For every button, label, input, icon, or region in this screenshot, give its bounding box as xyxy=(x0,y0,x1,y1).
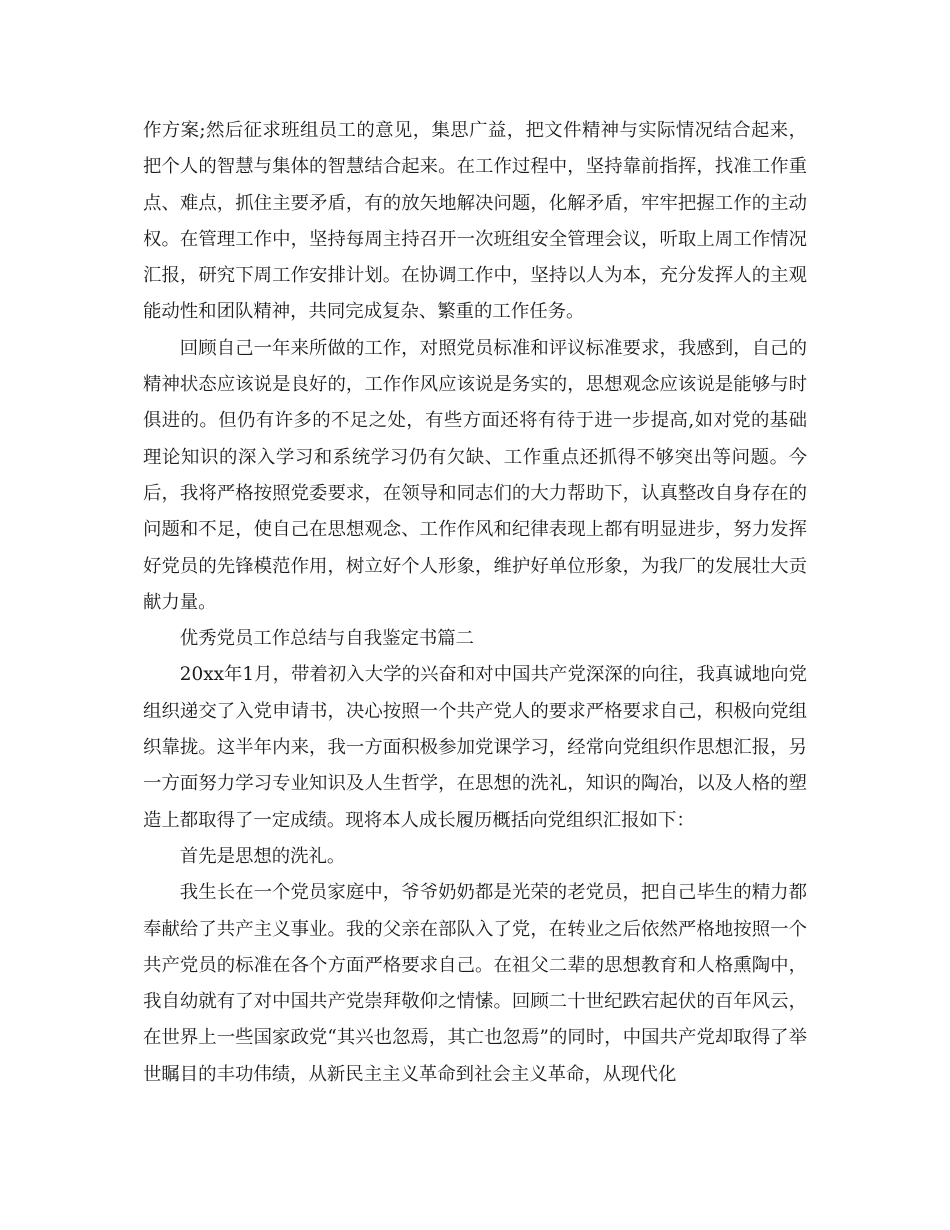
section-heading: 优秀党员工作总结与自我鉴定书篇二 xyxy=(179,628,475,650)
paragraph-continuation: 作方案;然后征求班组员工的意见，集思广益，把文件精神与实际情况结合起来，把个人的智慧与集体的智慧结合起来。在工作过程中，坚持靠前指挥，找准工作重点、难点，抓住主要矛盾，有的放矢地解决问题，化解矛盾，牢牢把握工作的主动权。在管理工作中，坚持每周主持召开一次班组安全管理会议，听取上周工作情况汇报，研究下周工作安排计划。在协调工作中，坚持以人为本，充分发挥人的主观能动性和团队精神，共同完成复杂、繁重的工作任务。 xyxy=(143,120,807,323)
paragraph-application: 20xx年1月，带着初入大学的兴奋和对中国共产党深深的向往，我真诚地向党组织递交了入党申请书，决心按照一个共产党人的要求严格要求自己，积极向党组织靠拢。这半年内来，我一方面积极参加党课学习，经常向党组织作思想汇报，另一方面努力学习专业知识及人生哲学，在思想的洗礼，知识的陶冶，以及人格的塑造上都取得了一定成绩。现将本人成长履历概括向党组织汇报如下： xyxy=(143,664,807,831)
paragraph-subheading: 首先是思想的洗礼。 xyxy=(179,845,346,867)
paragraph-review: 回顾自己一年来所做的工作，对照党员标准和评议标准要求，我感到，自己的精神状态应该说是良好的，工作作风应该说是务实的，思想观念应该说是能够与时俱进的。但仍有许多的不足之处，有些方面还将有待于进一步提高,如对党的基础理论知识的深入学习和系统学习仍有欠缺、工作重点还抓得不够突出等问题。今后，我将严格按照党委要求，在领导和同志们的大力帮助下，认真整改自身存在的问题和不足，使自己在思想观念、工作作风和纪律表现上都有明显进步，努力发挥好党员的先锋模范作用，树立好个人形象，维护好单位形象，为我厂的发展壮大贡献力量。 xyxy=(143,337,807,613)
paragraph-family: 我生长在一个党员家庭中，爷爷奶奶都是光荣的老党员，把自己毕生的精力都奉献给了共产主义事业。我的父亲在部队入了党，在转业之后依然严格地按照一个共产党员的标准在各个方面严格要求自己。在祖父二辈的思想教育和人格熏陶中，我自幼就有了对中国共产党崇拜敬仰之情愫。回顾二十世纪跌宕起伏的百年风云，在世界上一些国家政党“其兴也忽焉，其亡也忽焉”的同时，中国共产党却取得了举世瞩目的丰功伟绩，从新民主主义革命到社会主义革命，从现代化 xyxy=(143,882,807,1085)
document-body xyxy=(143,113,807,1093)
